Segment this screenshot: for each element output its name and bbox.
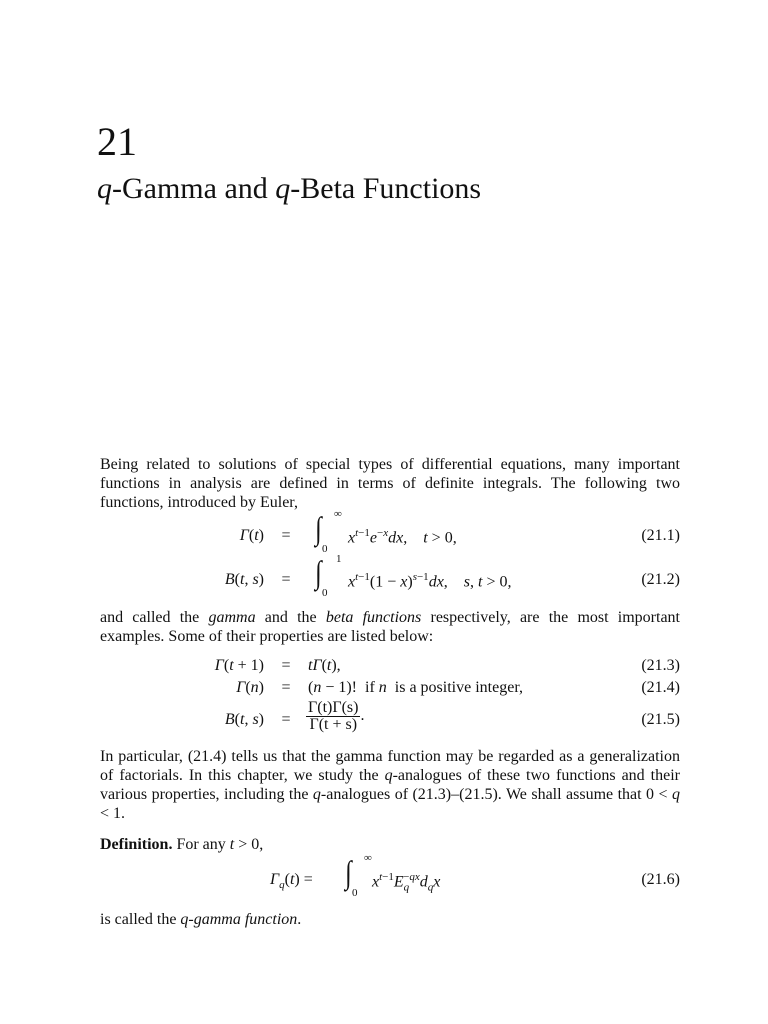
chapter-title: q-Gamma and q-Beta Functions	[97, 172, 482, 205]
eq2-rhs: $x^{t-1}(1 - x)^{s-1}dx$, s, t > 0,	[348, 571, 512, 591]
eq6-number: (21.6)	[641, 871, 680, 888]
chapter-number: 21	[97, 119, 137, 164]
paragraph-q-gamma	[100, 910, 680, 929]
definition-label: Definition.	[100, 836, 173, 853]
p4-q-gamma: q-gamma function	[180, 911, 298, 928]
eq2-lower-limit: 0	[322, 587, 328, 599]
eq5-rel: =	[281, 711, 291, 728]
paragraph-intro-text: Being related to solutions of special types of differential equations, many important functions in analysis are defined in terms of definite integrals. The following two functions, introduced by Euler,	[100, 456, 680, 511]
eq5-rhs	[306, 700, 364, 733]
eq6-lhs: $\Gamma_q(t)$ =	[270, 871, 313, 892]
eq1-lhs: Γ(t)	[239, 527, 264, 544]
eq2-lhs: B(t, s)	[224, 571, 264, 588]
eq1-upper-limit: ∞	[334, 508, 342, 520]
eq5-lhs: B(t, s)	[224, 711, 264, 728]
eq4-lhs: Γ(n)	[236, 679, 264, 696]
eq1-rhs: $x^{t-1}e^{-x}dx$, t > 0,	[348, 527, 457, 547]
eq5-fraction	[306, 700, 360, 733]
eq1-rel: =	[281, 527, 291, 544]
eq4-rel: =	[281, 679, 291, 696]
eq1-lower-limit: 0	[322, 543, 328, 555]
definition-line: Definition. For any t > 0,	[100, 836, 264, 853]
p2-part-c: respectively, are the most important examples. Some of their properties are listed below:	[100, 609, 680, 645]
eq4-number: (21.4)	[641, 679, 680, 696]
p2-gamma: gamma	[208, 609, 256, 626]
eq2-number: (21.2)	[641, 571, 680, 588]
p2-part-b: and the	[255, 609, 326, 626]
eq3-number: (21.3)	[641, 657, 680, 674]
eq3-lhs: Γ(t + 1)	[214, 657, 264, 674]
eq6-upper-limit: ∞	[364, 852, 372, 864]
eq2-integral-sign: ∫	[315, 554, 322, 590]
eq2-upper-limit: 1	[336, 553, 342, 565]
paragraph-particular: In particular, (21.4) tells us that the gamma function may be regarded as a generalization of factorials. In this chapter, we study the q-analogues of these two functions and their various properties, including the q-analogues of (21.3)–(21.5). We shall assume that 0 < q < 1.	[100, 748, 681, 822]
eq5-denominator: Γ(t + s)	[309, 716, 358, 733]
paragraph-intro	[100, 455, 680, 512]
eq2-rel: =	[281, 571, 291, 588]
eq3-rel: =	[281, 657, 291, 674]
p4-part-a: is called the	[100, 911, 181, 928]
eq6-integral-sign: ∫	[345, 854, 352, 890]
paragraph-gamma-beta	[100, 608, 680, 646]
eq5-tail: .	[360, 707, 365, 725]
eq3-rhs: tΓ(t),	[308, 657, 341, 674]
eq1-integral-sign: ∫	[315, 510, 322, 546]
p2-part-a: and called the	[100, 609, 209, 626]
eq6-rhs: $x^{t-1}E_q^{-qx}d_qx$	[372, 871, 441, 894]
eq1-number: (21.1)	[641, 527, 680, 544]
p4-part-b: .	[297, 911, 302, 928]
eq6-lower-limit: 0	[352, 887, 358, 899]
eq4-rhs: (n − 1)! if n is a positive integer,	[308, 679, 523, 696]
eq5-numerator: Γ(t)Γ(s)	[308, 699, 359, 716]
eq5-number: (21.5)	[641, 711, 680, 728]
p2-beta: beta functions	[325, 609, 422, 626]
